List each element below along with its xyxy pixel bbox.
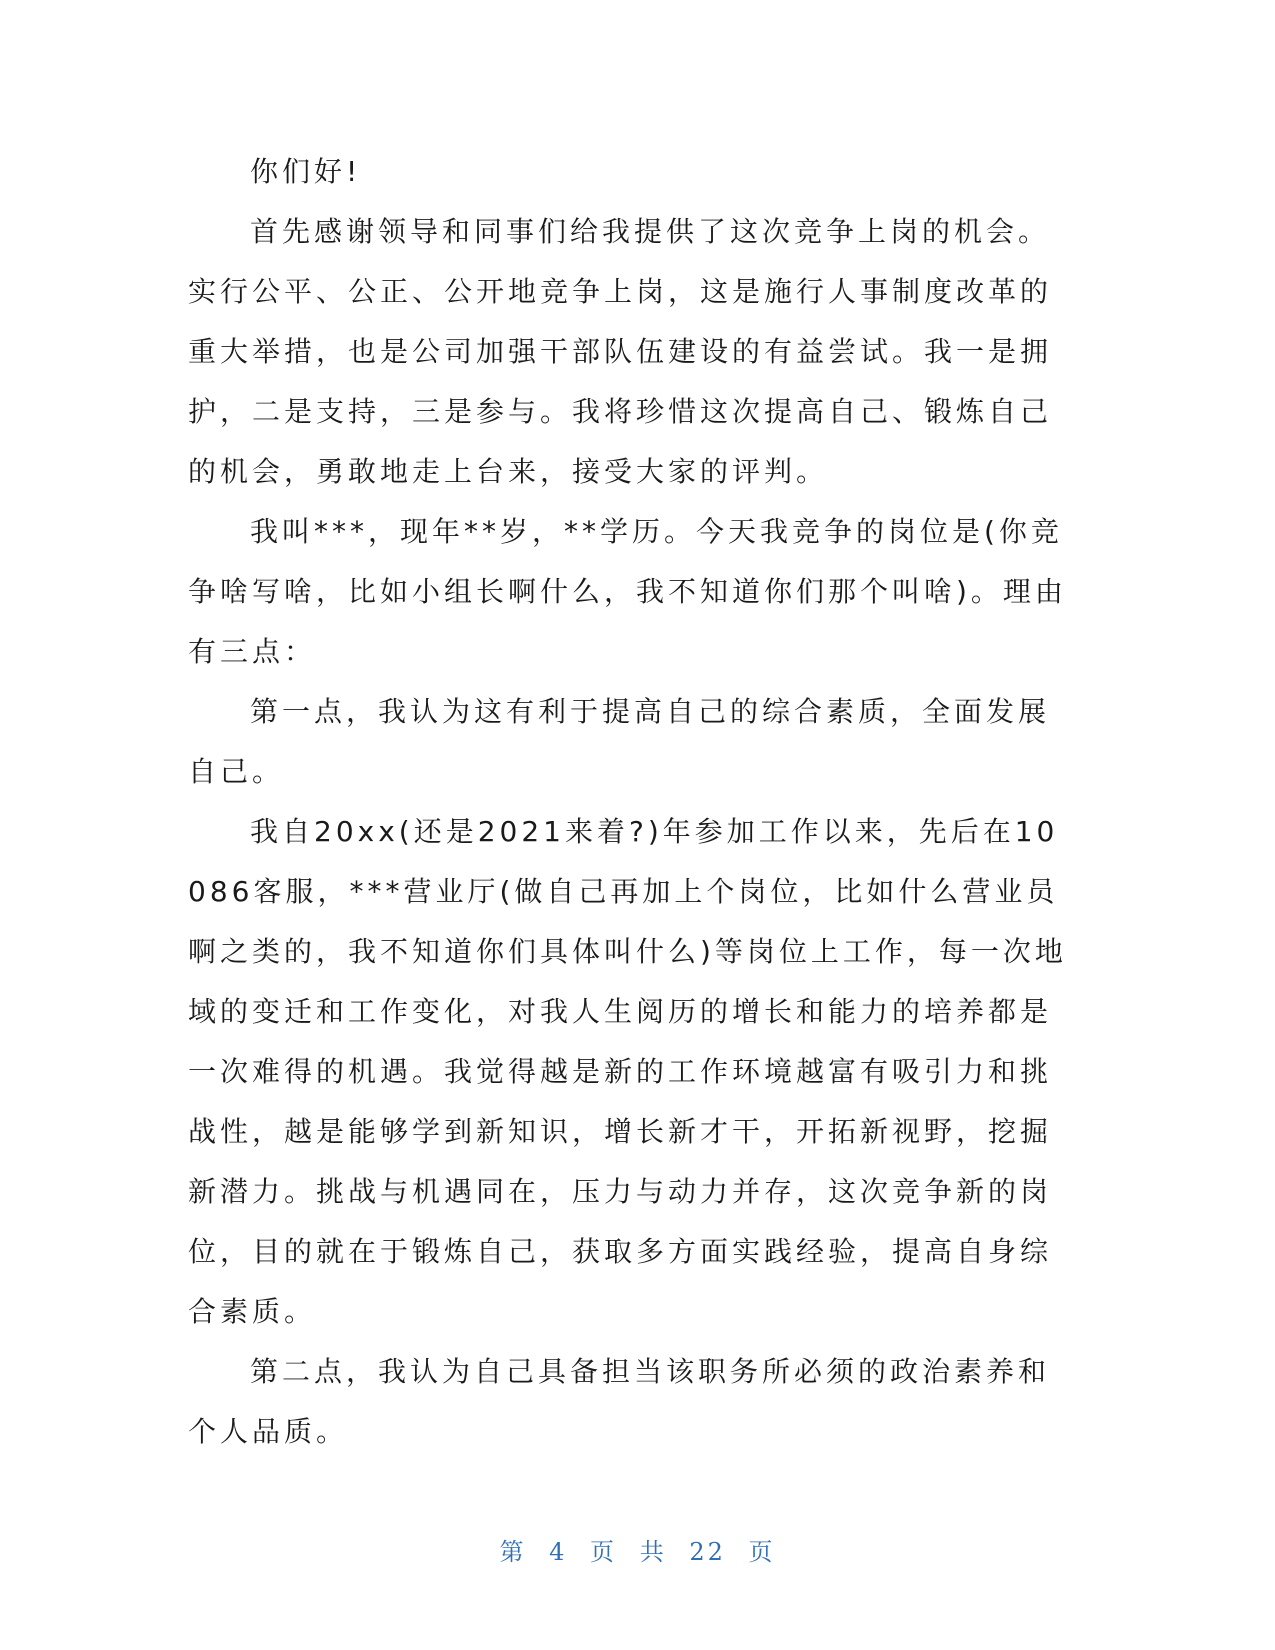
document-body bbox=[188, 142, 1068, 1462]
paragraph-introduction: 我叫***，现年**岁，**学历。今天我竞争的岗位是(你竞争啥写啥，比如小组长啊什么，我不知道你们那个叫啥)。理由有三点： bbox=[188, 515, 1067, 668]
paragraph-thanks: 首先感谢领导和同事们给我提供了这次竞争上岗的机会。实行公平、公正、公开地竞争上岗，这是施行人事制度改革的重大举措，也是公司加强干部队伍建设的有益尝试。我一是拥护，二是支持，三是参与。我将珍惜这次提高自己、锻炼自己的机会，勇敢地走上台来，接受大家的评判。 bbox=[188, 215, 1053, 488]
footer-suffix: 页 bbox=[748, 1538, 776, 1566]
footer-prefix: 第 bbox=[499, 1538, 527, 1566]
footer-page-word: 页 bbox=[590, 1538, 618, 1566]
footer-total-word: 共 bbox=[639, 1538, 667, 1566]
paragraph-point-one: 第一点，我认为这有利于提高自己的综合素质，全面发展自己。 bbox=[188, 695, 1051, 788]
footer-current-page: 4 bbox=[549, 1538, 568, 1566]
paragraph-point-two: 第二点，我认为自己具备担当该职务所必须的政治素养和个人品质。 bbox=[188, 1355, 1051, 1448]
page-footer bbox=[0, 1532, 1275, 1567]
paragraph-greeting: 你们好! bbox=[250, 155, 362, 188]
paragraph-work-experience: 我自20xx(还是2021来着?)年参加工作以来，先后在10086客服，***营业厅(做自己再加上个岗位，比如什么营业员啊之类的，我不知道你们具体叫什么)等岗位上工作，每一次地域的变迁和工作变化，对我人生阅历的增长和能力的培养都是一次难得的机遇。我觉得越是新的工作环境越富有吸引力和挑战性，越是能够学到新知识，增长新才干，开拓新视野，挖掘新潜力。挑战与机遇同在，压力与动力并存，这次竞争新的岗位，目的就在于锻炼自己，获取多方面实践经验，提高自身综合素质。 bbox=[188, 815, 1067, 1328]
footer-total-pages: 22 bbox=[689, 1538, 726, 1566]
